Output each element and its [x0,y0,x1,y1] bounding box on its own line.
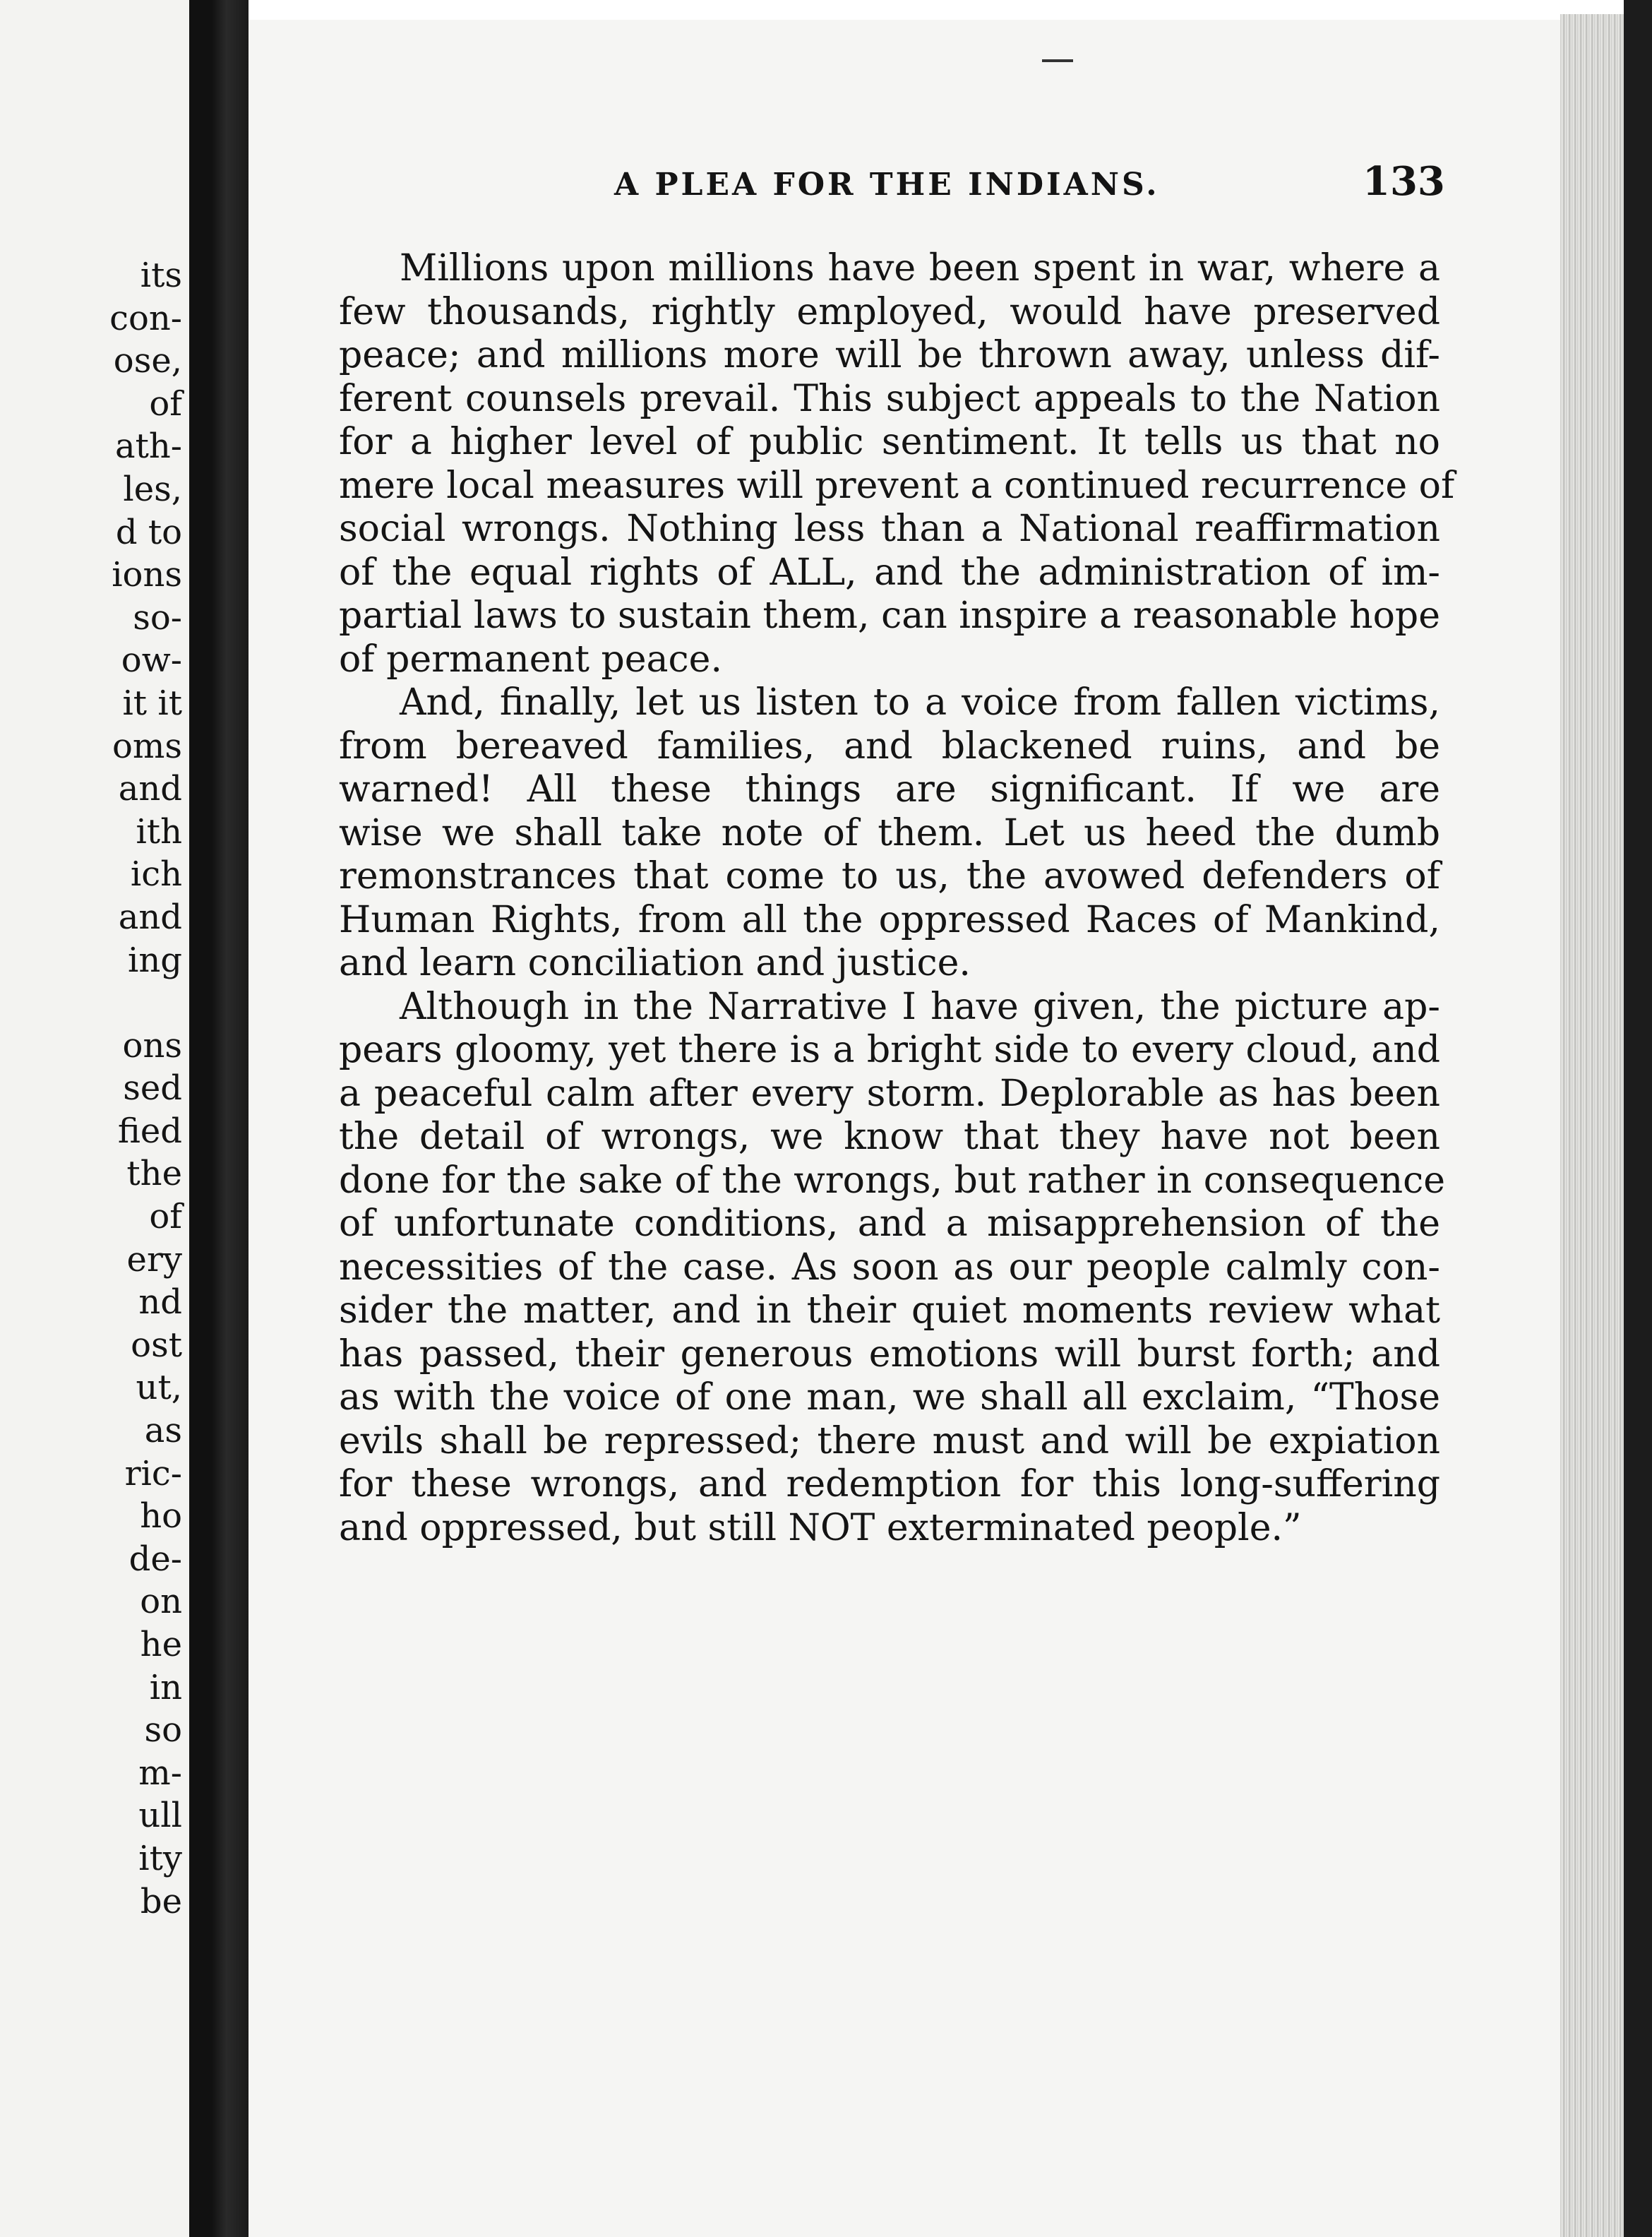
left-page-line: it it [122,683,182,723]
left-facing-page [0,0,189,2237]
left-page-line: as [144,1411,182,1451]
text-line: social wrongs. Nothing less than a National reaffirmation [339,508,1440,550]
text-line: done for the sake of the wrongs, but rather in consequence [339,1159,1446,1202]
left-page-line: d to [115,512,182,552]
left-page-line: ric- [124,1453,182,1493]
text-line: as with the voice of one man, we shall all exclaim, “Those [339,1376,1440,1419]
left-page-line: he [140,1625,182,1664]
left-page-line: on [140,1582,182,1622]
left-page-line: be [140,1881,182,1921]
text-line: the detail of wrongs, we know that they have not been [339,1116,1440,1158]
text-line: remonstrances that come to us, the avowed defenders of [339,855,1440,897]
text-line: peace; and millions more will be thrown away, unless dif- [339,334,1440,376]
left-page-line: ery [126,1239,182,1279]
text-line: a peaceful calm after every storm. Deplorable as has been [339,1072,1440,1115]
text-line: and oppressed, but still NOT exterminated people.” [339,1506,1302,1549]
text-line: has passed, their generous emotions will burst forth; and [339,1332,1440,1376]
left-page-line: fied [117,1111,182,1151]
left-page-line: of [149,1197,182,1237]
text-line: few thousands, rightly employed, would have preserved [339,290,1440,333]
paragraph [339,681,1440,986]
left-page-line [109,982,182,1025]
running-head: A PLEA FOR THE INDIANS. [614,167,1160,203]
left-page-line: of [149,383,182,424]
text-line: partial laws to sustain them, can inspire a reasonable hope [339,595,1440,637]
left-page-line: ull [138,1796,182,1836]
print-mark [1042,59,1073,62]
text-line: necessities of the case. As soon as our people calmly con- [339,1246,1440,1289]
left-page-line: in [149,1667,182,1707]
page-edges [1560,14,1631,2237]
text-line: evils shall be repressed; there must and will be expiation [339,1419,1440,1462]
text-line: of unfortunate conditions, and a misapprehension of the [339,1203,1440,1245]
text-line: Human Rights, from all the oppressed Races of Mankind, [339,898,1440,941]
left-page-line: les, [123,469,182,509]
text-line: Although in the Narrative I have given, the picture ap- [400,985,1440,1028]
left-page-line: ost [131,1325,182,1365]
left-page-line: sed [123,1068,182,1109]
text-line: And, finally, let us listen to a voice from fallen victims, [400,681,1440,724]
left-page-line: ing [128,940,182,980]
left-page-line: its [140,256,182,295]
body-text [339,247,1455,1550]
paragraph [339,247,1455,681]
left-page-line: m- [138,1753,182,1793]
left-page-line: de- [128,1539,182,1579]
text-line: pears gloomy, yet there is a bright side to every cloud, and [339,1029,1440,1071]
left-page-line: the [126,1154,182,1194]
left-page-line: and [118,769,182,809]
text-line: ferent counsels prevail. This subject appeals to the Nation [339,377,1440,420]
left-page-line: ow- [121,640,182,681]
text-line: of the equal rights of ALL, and the administration of im- [339,551,1440,594]
left-page-text-column [109,254,182,1923]
left-page-line: and [118,897,182,937]
paragraph [339,985,1446,1551]
gutter-shadow [212,0,249,2237]
left-page-line: ich [130,854,182,895]
page-number: 133 [1363,158,1445,205]
text-line: for these wrongs, and redemption for this long-suffering [339,1463,1440,1505]
left-page-line: ho [140,1496,182,1537]
left-page-line: con- [109,298,182,338]
scan-border [1624,0,1652,2237]
text-line: Millions upon millions have been spent in war, where a [400,247,1440,290]
left-page-line: so [144,1710,182,1750]
text-line: wise we shall take note of them. Let us heed the dumb [339,811,1440,854]
left-page-line: ith [136,811,182,852]
left-page-line: ut, [136,1368,182,1408]
text-line: and learn conciliation and justice. [339,942,971,984]
text-line: warned! All these things are significant. If we are [339,768,1440,811]
left-page-line: ity [138,1838,182,1878]
text-line: for a higher level of public sentiment. It tells us that no [339,421,1440,463]
text-line: mere local measures will prevent a continued recurrence of [339,464,1455,507]
text-line: sider the matter, and in their quiet moments review what [339,1289,1440,1332]
left-page-line: ons [122,1025,182,1066]
left-page-line: so- [133,597,182,638]
left-page-line: oms [112,726,182,766]
text-line: from bereaved families, and blackened ruins, and be [339,724,1440,768]
left-page-line: nd [138,1282,182,1323]
left-page-line: ose, [113,341,182,381]
left-page-line: ions [112,555,182,595]
left-page-line: ath- [114,426,182,467]
text-line: of permanent peace. [339,638,722,681]
